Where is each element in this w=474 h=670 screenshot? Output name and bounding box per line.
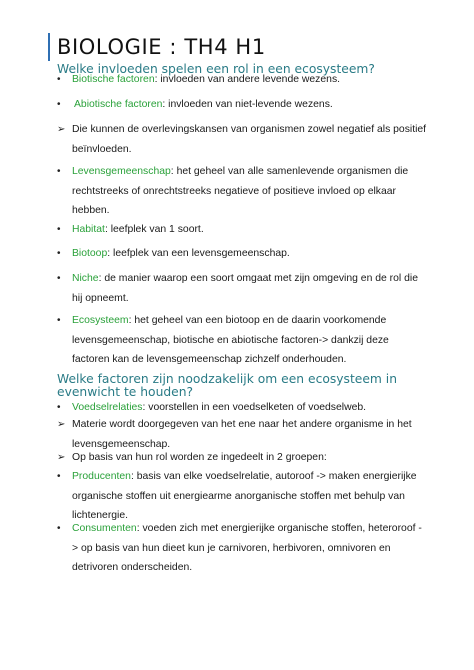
- list-item-groepen: [57, 448, 427, 468]
- item-text: : invloeden van niet-levende wezens.: [162, 99, 333, 110]
- term-label: Abiotische factoren: [74, 99, 163, 110]
- bullet-dot-icon: •: [57, 315, 61, 326]
- bullet-dot-icon: •: [57, 523, 61, 534]
- item-text: Materie wordt doorgegeven van het ene naar het andere organisme in het levensgemeenschap.: [72, 419, 412, 450]
- term-label: Niche: [72, 273, 99, 284]
- section-1-heading: Welke invloeden spelen een rol in een ecosysteem?: [57, 62, 375, 76]
- term-label: Levensgemeenschap: [72, 166, 171, 177]
- list-item-producenten: [57, 467, 427, 526]
- bullet-dot-icon: •: [57, 74, 61, 85]
- item-text: Die kunnen de overlevingskansen van organismen zowel negatief als positief beïnvloeden.: [72, 124, 427, 155]
- list-item-biotische: [57, 70, 427, 90]
- item-text: Op basis van hun rol worden ze ingedeelt in 2 groepen:: [72, 452, 327, 463]
- item-text: : leefplek van 1 soort.: [104, 224, 204, 235]
- list-item-overlevingskansen: [57, 120, 427, 159]
- item-text: : basis van elke voedselrelatie, autoroof -> maken energierijke organische stoffen uit energiearme anorganische stoffen met behulp van lichtenergie.: [72, 471, 417, 521]
- bullet-dot-icon: •: [57, 402, 61, 413]
- item-text: : voeden zich met energierijke organische stoffen, heteroroof -> op basis van hun dieet kun je carnivoren, herbivoren, omnivoren en detrivoren onderscheiden.: [72, 523, 422, 573]
- bullet-dot-icon: •: [57, 99, 61, 110]
- bullet-dot-icon: •: [57, 248, 61, 259]
- item-text: : leefplek van een levensgemeenschap.: [107, 248, 290, 259]
- list-item-biotoop: [57, 244, 427, 264]
- arrow-bullet-icon: ➢: [57, 124, 66, 135]
- term-label: Consumenten: [72, 523, 137, 534]
- arrow-bullet-icon: ➢: [57, 452, 66, 463]
- item-text: : invloeden van andere levende wezens.: [154, 74, 341, 85]
- term-label: Habitat: [72, 224, 105, 235]
- list-item-levensgemeenschap: [57, 162, 427, 221]
- item-text: : de manier waarop een soort omgaat met zijn omgeving en de rol die hij opneemt.: [72, 273, 418, 304]
- term-label: Voedselrelaties: [72, 402, 143, 413]
- arrow-bullet-icon: ➢: [57, 419, 66, 430]
- term-label: Producenten: [72, 471, 131, 482]
- item-text: : het geheel van alle samenlevende organismen die rechtstreeks of onrechtstreeks negatieve of positieve invloed op elkaar hebben.: [72, 166, 409, 216]
- item-text: : voorstellen in een voedselketen of voedselweb.: [142, 402, 367, 413]
- page-title: BIOLOGIE : TH4 H1: [57, 35, 266, 59]
- section-2-heading: Welke factoren zijn noodzakelijk om een ecosysteem in evenwicht te houden?: [57, 372, 397, 399]
- list-item-abiotische: [57, 95, 427, 115]
- title-block: [48, 33, 266, 61]
- bullet-dot-icon: •: [57, 471, 61, 482]
- term-label: Ecosysteem: [72, 315, 129, 326]
- bullet-dot-icon: •: [57, 166, 61, 177]
- list-item-niche: [57, 269, 427, 308]
- bullet-dot-icon: •: [57, 273, 61, 284]
- term-label: Biotoop: [72, 248, 108, 259]
- list-item-consumenten: [57, 519, 427, 578]
- list-item-ecosysteem: [57, 311, 427, 370]
- item-text: : het geheel van een biotoop en de daarin voorkomende levensgemeenschap, biotische en abiotische factoren-> dankzij deze factoren kan de levensgemeenschap zichzelf onderhouden.: [72, 315, 389, 365]
- list-item-habitat: [57, 220, 427, 240]
- term-label: Biotische factoren: [72, 74, 155, 85]
- bullet-dot-icon: •: [57, 224, 61, 235]
